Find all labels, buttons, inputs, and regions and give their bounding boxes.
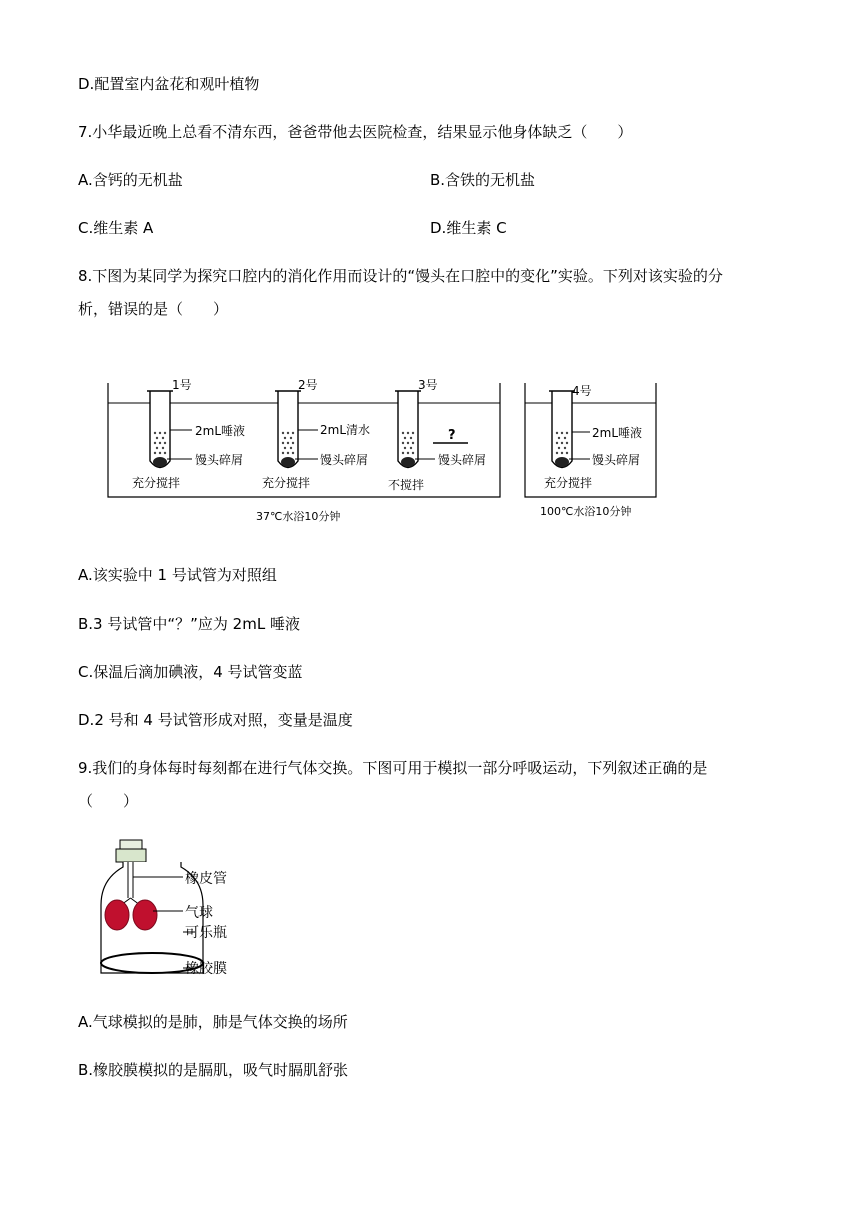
label-cola-bottle: 可乐瓶	[185, 925, 227, 941]
tube-3-liquid: ?	[448, 428, 456, 443]
q8-option-a: A.该实验中 1 号试管为对照组	[78, 566, 277, 584]
tube-3-label: 3号	[418, 378, 438, 392]
q6-option-d: D.配置室内盆花和观叶植物	[78, 75, 260, 93]
water-bath-37-caption: 37℃水浴10分钟	[256, 510, 341, 523]
q7-option-d: D.维生素 C	[430, 219, 507, 237]
balloon-left	[105, 900, 129, 930]
q8-option-c: C.保温后滴加碘液，4 号试管变蓝	[78, 663, 303, 681]
q9-option-a: A.气球模拟的是肺，肺是气体交换的场所	[78, 1013, 348, 1031]
q9-stem-line2: （ ）	[78, 792, 139, 810]
breathing-model-figure	[95, 835, 275, 985]
q8-stem-line1: 8.下图为某同学为探究口腔内的消化作用而设计的“馒头在口腔中的变化”实验。下列对该实验的分	[78, 267, 723, 285]
label-balloon: 气球	[185, 905, 213, 921]
q7-option-a: A.含钙的无机盐	[78, 171, 183, 189]
stopper	[116, 849, 146, 862]
tube-3-action: 不搅拌	[388, 478, 425, 492]
q7-option-c: C.维生素 A	[78, 219, 154, 237]
tube-4-label: 4号	[572, 384, 592, 398]
tube-2-label: 2号	[298, 378, 318, 392]
q9-option-b: B.橡胶膜模拟的是膈肌，吸气时膈肌舒张	[78, 1061, 349, 1079]
tube-3-solid: 馒头碎屑	[438, 453, 487, 467]
tube-1-label: 1号	[172, 378, 192, 392]
balloon-right	[133, 900, 157, 930]
tube-1-liquid: 2mL唾液	[195, 424, 246, 438]
tube-4-action: 充分搅拌	[544, 476, 593, 490]
tube-4-solid: 馒头碎屑	[592, 453, 641, 467]
label-rubber-membrane: 橡胶膜	[185, 961, 227, 977]
q7-option-b: B.含铁的无机盐	[430, 171, 536, 189]
q8-option-b: B.3 号试管中“？”应为 2mL 唾液	[78, 615, 300, 633]
test-tube-4	[549, 391, 590, 468]
water-bath-100-caption: 100℃水浴10分钟	[540, 505, 632, 518]
label-rubber-tube: 橡皮管	[185, 871, 227, 887]
tube-2-liquid: 2mL清水	[320, 423, 371, 437]
test-tube-1	[147, 391, 192, 468]
q8-option-d: D.2 号和 4 号试管形成对照，变量是温度	[78, 711, 353, 729]
q9-stem-line1: 9.我们的身体每时每刻都在进行气体交换。下图可用于模拟一部分呼吸运动，下列叙述正确的是	[78, 759, 708, 777]
tube-4-liquid: 2mL唾液	[592, 426, 643, 440]
q8-stem-line2: 析，错误的是（ ）	[78, 300, 229, 318]
experiment-figure	[100, 375, 680, 525]
tube-1-action: 充分搅拌	[132, 476, 181, 490]
tube-2-solid: 馒头碎屑	[320, 453, 369, 467]
tube-1-solid: 馒头碎屑	[195, 453, 244, 467]
tube-2-action: 充分搅拌	[262, 476, 311, 490]
q7-stem: 7.小华最近晚上总看不清东西，爸爸带他去医院检查，结果显示他身体缺乏（ ）	[78, 123, 633, 141]
test-tube-2	[275, 391, 318, 468]
